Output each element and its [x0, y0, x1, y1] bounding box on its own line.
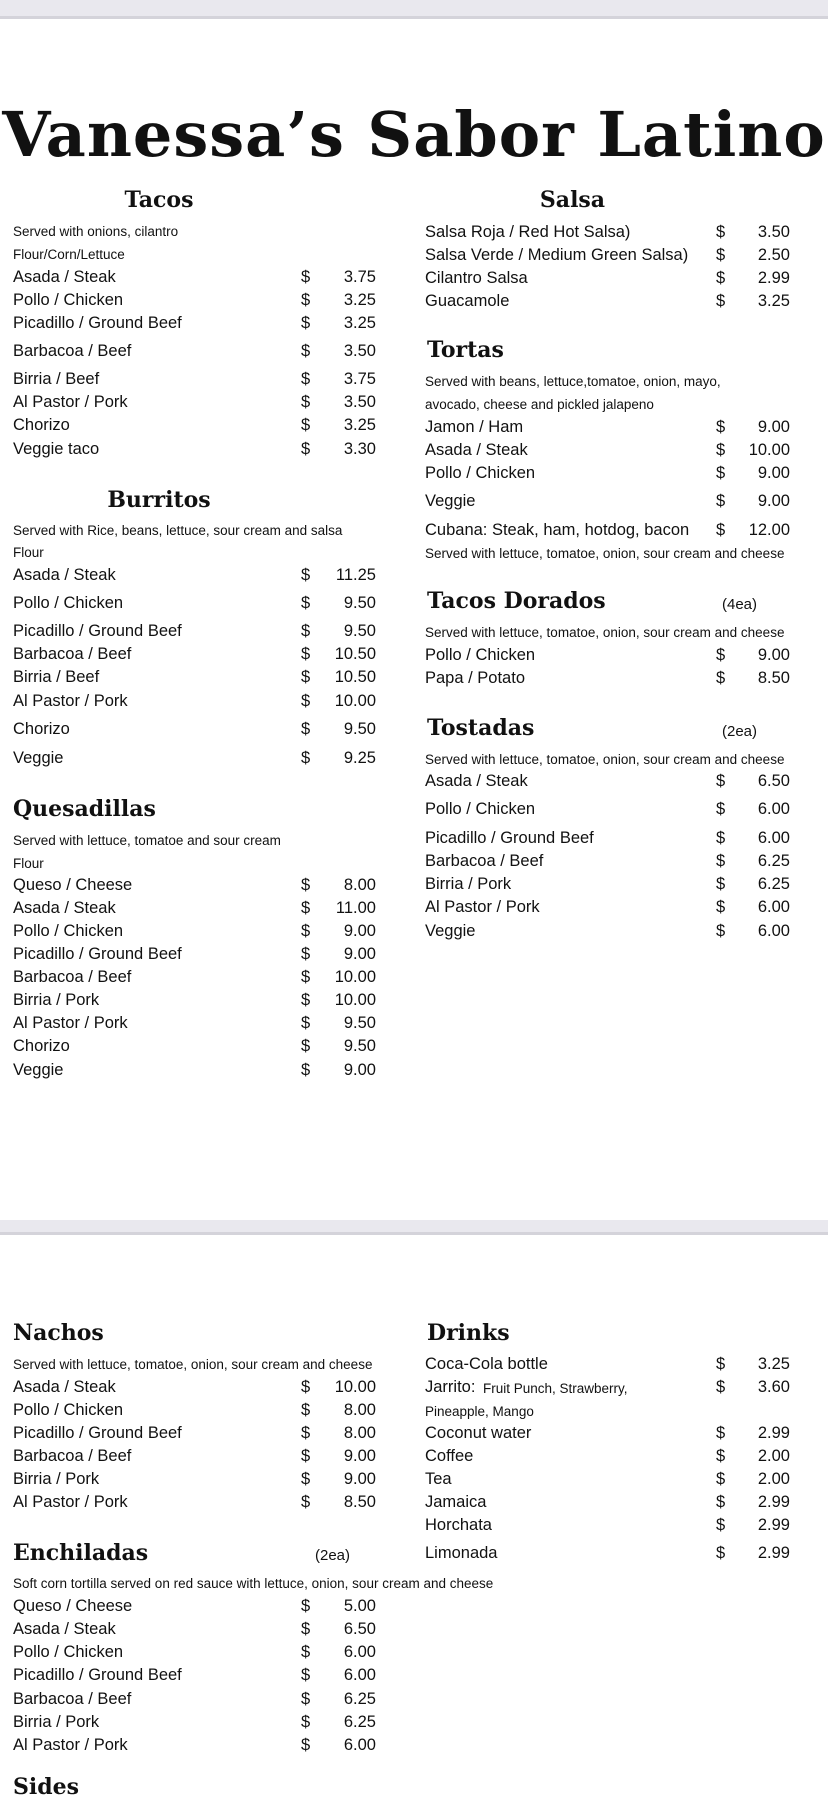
- currency-symbol: $: [301, 1690, 311, 1708]
- item-price: 8.00: [343, 1401, 376, 1419]
- item-price: 10.00: [334, 1378, 376, 1396]
- item-name: Cubana: Steak, ham, hotdog, bacon: [425, 521, 690, 539]
- item-name: Asada / Steak: [13, 899, 116, 917]
- item-price: 6.00: [343, 1736, 376, 1754]
- currency-symbol: $: [716, 418, 726, 436]
- currency-symbol: $: [301, 416, 311, 434]
- menu-item-row: [13, 1424, 376, 1446]
- item-name: Asada / Steak: [13, 566, 116, 584]
- item-name: Pollo / Chicken: [13, 922, 124, 940]
- page-edge-top: [0, 16, 828, 19]
- tortas-note-1: Served with beans, lettuce,tomatoe, onion, mayo,: [425, 374, 721, 389]
- item-name: Asada / Steak: [13, 1620, 116, 1638]
- item-price: 8.00: [343, 876, 376, 894]
- menu-item-row: [13, 594, 376, 616]
- currency-symbol: $: [301, 566, 311, 584]
- currency-symbol: $: [301, 1736, 311, 1754]
- menu-item-row: [13, 440, 376, 462]
- item-name: Veggie: [425, 492, 476, 510]
- tacos-heading: Tacos: [124, 187, 194, 213]
- item-name: Chorizo: [13, 720, 70, 738]
- menu-item-row: [425, 464, 790, 486]
- menu-item-row: [13, 749, 376, 771]
- tacos-dorados-note: Served with lettuce, tomatoe, onion, sour cream and cheese: [425, 625, 785, 640]
- item-price: 3.25: [343, 314, 376, 332]
- item-price: 9.00: [343, 922, 376, 940]
- currency-symbol: $: [301, 645, 311, 663]
- item-name: Salsa Verde / Medium Green Salsa): [425, 246, 689, 264]
- item-price: 3.75: [343, 370, 376, 388]
- item-name: Picadillo / Ground Beef: [13, 1666, 182, 1684]
- salsa-heading: Salsa: [539, 187, 606, 213]
- item-price: 9.00: [343, 1447, 376, 1465]
- item-name: Birria / Pork: [13, 1470, 100, 1488]
- enchiladas-note: Soft corn tortilla served on red sauce with lettuce, onion, sour cream and cheese: [13, 1576, 494, 1591]
- quesadillas-note-2: Flour: [13, 856, 44, 871]
- item-price: 5.00: [343, 1597, 376, 1615]
- tacos-dorados-heading: Tacos Dorados: [427, 588, 606, 614]
- menu-item-row: [13, 342, 376, 364]
- item-name: Veggie taco: [13, 440, 100, 458]
- item-price: 3.25: [343, 291, 376, 309]
- currency-symbol: $: [716, 1447, 726, 1465]
- currency-symbol: $: [301, 991, 311, 1009]
- menu-item-row: [425, 829, 790, 851]
- item-name: Birria / Beef: [13, 668, 100, 686]
- currency-symbol: $: [301, 594, 311, 612]
- menu-item-row: [13, 922, 376, 944]
- menu-item-row: [425, 1424, 790, 1446]
- currency-symbol: $: [716, 441, 726, 459]
- currency-symbol: $: [716, 800, 726, 818]
- item-name: Birria / Beef: [13, 370, 100, 388]
- item-price: 6.25: [757, 852, 790, 870]
- item-price: 6.25: [343, 1690, 376, 1708]
- page-edge-middle: [0, 1232, 828, 1235]
- currency-symbol: $: [716, 246, 726, 264]
- item-flavors: Fruit Punch, Strawberry,: [483, 1381, 628, 1396]
- menu-item-row: [425, 246, 790, 268]
- item-name: Barbacoa / Beef: [13, 342, 132, 360]
- currency-symbol: $: [716, 898, 726, 916]
- item-price: 2.00: [757, 1447, 790, 1465]
- currency-symbol: $: [716, 1355, 726, 1373]
- currency-symbol: $: [301, 1378, 311, 1396]
- item-name: Asada / Steak: [425, 441, 528, 459]
- item-name: Barbacoa / Beef: [13, 968, 132, 986]
- item-name: Asada / Steak: [425, 772, 528, 790]
- currency-symbol: $: [716, 492, 726, 510]
- item-price: 6.00: [757, 922, 790, 940]
- item-price: 6.00: [757, 800, 790, 818]
- menu-item-row: [425, 1355, 790, 1377]
- menu-item-row: [425, 269, 790, 291]
- item-price: 6.50: [343, 1620, 376, 1638]
- item-name: Pollo / Chicken: [425, 800, 536, 818]
- menu-item-row: [425, 800, 790, 822]
- item-name: Jamaica: [425, 1493, 487, 1511]
- currency-symbol: $: [716, 292, 726, 310]
- item-name: Jarrito:: [425, 1378, 476, 1396]
- item-name: Al Pastor / Pork: [13, 1014, 128, 1032]
- currency-symbol: $: [301, 720, 311, 738]
- currency-symbol: $: [716, 464, 726, 482]
- item-name: Pollo / Chicken: [13, 291, 124, 309]
- menu-item-row: [425, 1447, 790, 1469]
- menu-item-row: [13, 1470, 376, 1492]
- menu-item-row: [425, 223, 790, 245]
- currency-symbol: $: [716, 223, 726, 241]
- currency-symbol: $: [301, 968, 311, 986]
- currency-symbol: $: [716, 772, 726, 790]
- item-name: Al Pastor / Pork: [425, 898, 540, 916]
- sides-heading: Sides: [13, 1774, 80, 1800]
- currency-symbol: $: [716, 829, 726, 847]
- menu-item-row: [425, 875, 790, 897]
- currency-symbol: $: [301, 268, 311, 286]
- currency-symbol: $: [301, 749, 311, 767]
- item-price: 9.50: [343, 594, 376, 612]
- menu-item-row: [13, 566, 376, 588]
- item-name: Veggie: [425, 922, 476, 940]
- currency-symbol: $: [716, 521, 726, 539]
- currency-symbol: $: [301, 1620, 311, 1638]
- item-price: 3.50: [757, 223, 790, 241]
- menu-item-row: [425, 1544, 790, 1566]
- menu-item-row: [13, 1690, 376, 1712]
- item-name: Coconut water: [425, 1424, 532, 1442]
- item-name: Veggie: [13, 749, 64, 767]
- item-name: Veggie: [13, 1061, 64, 1079]
- item-price: 3.30: [343, 440, 376, 458]
- menu-item-row: [425, 292, 790, 314]
- tortas-heading: Tortas: [427, 337, 504, 363]
- item-price: 9.50: [343, 720, 376, 738]
- currency-symbol: $: [716, 1493, 726, 1511]
- menu-item-row: [425, 418, 790, 440]
- item-name: Pollo / Chicken: [13, 594, 124, 612]
- item-price: 9.00: [757, 646, 790, 664]
- menu-item-row: [425, 669, 790, 691]
- item-price: 9.00: [757, 492, 790, 510]
- item-name: Picadillo / Ground Beef: [13, 1424, 182, 1442]
- item-price: 8.50: [343, 1493, 376, 1511]
- menu-item-row: [13, 899, 376, 921]
- enchiladas-heading: Enchiladas: [13, 1540, 149, 1566]
- currency-symbol: $: [301, 622, 311, 640]
- menu-item-row: [425, 1493, 790, 1515]
- tacos-dorados-count: (4ea): [722, 596, 758, 613]
- menu-item-row: [425, 898, 790, 920]
- currency-symbol: $: [301, 692, 311, 710]
- menu-item-row: [13, 968, 376, 990]
- enchiladas-count: (2ea): [315, 1547, 351, 1564]
- item-price: 3.25: [757, 1355, 790, 1373]
- currency-symbol: $: [716, 1470, 726, 1488]
- item-name: Queso / Cheese: [13, 1597, 133, 1615]
- menu-item-row: [13, 291, 376, 313]
- currency-symbol: $: [716, 852, 726, 870]
- currency-symbol: $: [716, 1424, 726, 1442]
- item-price: 11.25: [335, 566, 376, 584]
- item-name: Birria / Pork: [425, 875, 512, 893]
- currency-symbol: $: [301, 922, 311, 940]
- menu-item-row: [13, 314, 376, 336]
- menu-item-row: [13, 1014, 376, 1036]
- item-name: Birria / Pork: [13, 1713, 100, 1731]
- menu-item-row: [13, 370, 376, 392]
- menu-item-row: [13, 1401, 376, 1423]
- item-name: Guacamole: [425, 292, 510, 310]
- item-price: 10.50: [334, 645, 376, 663]
- menu-item-row: [13, 1666, 376, 1688]
- item-price: 8.00: [343, 1424, 376, 1442]
- item-price: 9.50: [343, 622, 376, 640]
- menu-item-row: [425, 521, 790, 543]
- currency-symbol: $: [301, 1014, 311, 1032]
- item-price: 6.25: [343, 1713, 376, 1731]
- menu-item-row: [13, 1061, 376, 1083]
- currency-symbol: $: [716, 1516, 726, 1534]
- menu-item-row: [13, 991, 376, 1013]
- menu-item-row: [425, 1378, 790, 1400]
- currency-symbol: $: [716, 669, 726, 687]
- menu-item-row: [425, 1516, 790, 1538]
- currency-symbol: $: [716, 1378, 726, 1396]
- menu-item-row: [13, 1597, 376, 1619]
- currency-symbol: $: [716, 922, 726, 940]
- item-name: Limonada: [425, 1544, 498, 1562]
- menu-item-row: [13, 876, 376, 898]
- currency-symbol: $: [301, 1597, 311, 1615]
- item-name: Al Pastor / Pork: [13, 1736, 128, 1754]
- menu-item-row: [425, 852, 790, 874]
- item-price: 9.50: [343, 1037, 376, 1055]
- menu-item-row: [13, 1493, 376, 1515]
- item-name: Picadillo / Ground Beef: [13, 945, 182, 963]
- item-name: Pollo / Chicken: [13, 1401, 124, 1419]
- item-price: 3.25: [757, 292, 790, 310]
- item-price: 6.00: [757, 829, 790, 847]
- menu-item-row: [425, 492, 790, 514]
- menu-item-row: [13, 1447, 376, 1469]
- item-name: Barbacoa / Beef: [13, 1447, 132, 1465]
- currency-symbol: $: [301, 1666, 311, 1684]
- item-price: 10.00: [334, 692, 376, 710]
- burritos-heading: Burritos: [107, 487, 211, 513]
- item-price: 10.00: [334, 991, 376, 1009]
- item-price: 11.00: [335, 899, 376, 917]
- tostadas-heading: Tostadas: [427, 715, 535, 741]
- currency-symbol: $: [301, 668, 311, 686]
- currency-symbol: $: [301, 1447, 311, 1465]
- currency-symbol: $: [301, 314, 311, 332]
- item-price: 2.00: [757, 1470, 790, 1488]
- item-price: 3.60: [757, 1378, 790, 1396]
- tacos-note-1: Served with onions, cilantro: [13, 224, 179, 239]
- currency-symbol: $: [301, 1470, 311, 1488]
- menu-item-row: [13, 945, 376, 967]
- restaurant-title: Vanessa’s Sabor Latino: [2, 98, 826, 171]
- currency-symbol: $: [301, 1643, 311, 1661]
- tortas-note-2: avocado, cheese and pickled jalapeno: [425, 397, 654, 412]
- item-name: Al Pastor / Pork: [13, 393, 128, 411]
- item-price: 12.00: [748, 521, 790, 539]
- item-price: 9.00: [757, 464, 790, 482]
- item-price: 8.50: [757, 669, 790, 687]
- item-name: Pollo / Chicken: [425, 646, 536, 664]
- burritos-note-2: Flour: [13, 545, 44, 560]
- menu-item-row: [425, 1470, 790, 1492]
- item-price: 6.25: [757, 875, 790, 893]
- item-price: 10.50: [334, 668, 376, 686]
- currency-symbol: $: [716, 875, 726, 893]
- item-name: Pollo / Chicken: [13, 1643, 124, 1661]
- menu-item-row: [425, 646, 790, 668]
- item-name: Picadillo / Ground Beef: [425, 829, 594, 847]
- menu-item-row: [13, 1378, 376, 1400]
- nachos-heading: Nachos: [13, 1320, 104, 1346]
- tacos-note-2: Flour/Corn/Lettuce: [13, 247, 125, 262]
- item-price: 9.50: [343, 1014, 376, 1032]
- item-price: 2.99: [757, 1424, 790, 1442]
- tortas-footer-note: Served with lettuce, tomatoe, onion, sour cream and cheese: [425, 546, 785, 561]
- currency-symbol: $: [301, 291, 311, 309]
- currency-symbol: $: [301, 1424, 311, 1442]
- currency-symbol: $: [301, 1401, 311, 1419]
- item-price: 6.50: [757, 772, 790, 790]
- currency-symbol: $: [301, 440, 311, 458]
- menu-item-row: [13, 720, 376, 742]
- item-price: 2.99: [757, 1493, 790, 1511]
- item-price: 9.00: [343, 945, 376, 963]
- menu-item-row: [13, 1620, 376, 1642]
- menu-item-row: [13, 393, 376, 415]
- item-name: Horchata: [425, 1516, 492, 1534]
- item-name: Barbacoa / Beef: [13, 1690, 132, 1708]
- menu-item-row: [13, 1736, 376, 1758]
- item-name: Coffee: [425, 1447, 474, 1465]
- menu-item-row: [13, 668, 376, 690]
- currency-symbol: $: [301, 1037, 311, 1055]
- item-name: Tea: [425, 1470, 452, 1488]
- quesadillas-heading: Quesadillas: [13, 796, 156, 822]
- currency-symbol: $: [301, 876, 311, 894]
- item-price: 9.00: [343, 1470, 376, 1488]
- item-name: Chorizo: [13, 1037, 70, 1055]
- menu-item-row: [425, 441, 790, 463]
- jarrito-flavors-continued: Pineapple, Mango: [425, 1404, 534, 1419]
- menu-item-row: [13, 268, 376, 290]
- item-name: Coca-Cola bottle: [425, 1355, 548, 1373]
- item-price: 6.00: [757, 898, 790, 916]
- menu-item-row: [13, 1643, 376, 1665]
- item-price: 9.25: [343, 749, 376, 767]
- item-name: Jamon / Ham: [425, 418, 524, 436]
- menu-item-row: [425, 772, 790, 794]
- currency-symbol: $: [301, 1493, 311, 1511]
- tostadas-count: (2ea): [722, 723, 758, 740]
- menu-item-row: [13, 645, 376, 667]
- item-name: Birria / Pork: [13, 991, 100, 1009]
- menu-item-row: [13, 1037, 376, 1059]
- currency-symbol: $: [301, 370, 311, 388]
- menu-item-row: [13, 416, 376, 438]
- nachos-note: Served with lettuce, tomatoe, onion, sour cream and cheese: [13, 1357, 373, 1372]
- currency-symbol: $: [301, 393, 311, 411]
- item-price: 2.99: [757, 269, 790, 287]
- currency-symbol: $: [716, 646, 726, 664]
- drinks-heading: Drinks: [427, 1320, 510, 1346]
- tostadas-note: Served with lettuce, tomatoe, onion, sour cream and cheese: [425, 752, 785, 767]
- menu-item-row: [13, 1713, 376, 1735]
- quesadillas-note-1: Served with lettuce, tomatoe and sour cream: [13, 833, 281, 848]
- item-name: Picadillo / Ground Beef: [13, 314, 182, 332]
- burritos-note-1: Served with Rice, beans, lettuce, sour cream and salsa: [13, 523, 343, 538]
- item-price: 6.00: [343, 1666, 376, 1684]
- item-price: 3.50: [343, 393, 376, 411]
- currency-symbol: $: [301, 1061, 311, 1079]
- item-name: Cilantro Salsa: [425, 269, 528, 287]
- item-price: 3.75: [343, 268, 376, 286]
- item-name: Asada / Steak: [13, 1378, 116, 1396]
- item-name: Al Pastor / Pork: [13, 692, 128, 710]
- item-price: 2.50: [757, 246, 790, 264]
- currency-symbol: $: [301, 899, 311, 917]
- item-name: Papa / Potato: [425, 669, 525, 687]
- currency-symbol: $: [716, 1544, 726, 1562]
- item-name: Salsa Roja / Red Hot Salsa): [425, 223, 631, 241]
- item-name: Picadillo / Ground Beef: [13, 622, 182, 640]
- menu-item-row: [13, 622, 376, 644]
- item-price: 3.50: [343, 342, 376, 360]
- item-price: 6.00: [343, 1643, 376, 1661]
- item-name: Chorizo: [13, 416, 70, 434]
- item-name: Al Pastor / Pork: [13, 1493, 128, 1511]
- menu-item-row: [425, 922, 790, 944]
- item-name: Barbacoa / Beef: [13, 645, 132, 663]
- currency-symbol: $: [301, 945, 311, 963]
- currency-symbol: $: [301, 342, 311, 360]
- item-name: Asada / Steak: [13, 268, 116, 286]
- item-name: Queso / Cheese: [13, 876, 133, 894]
- item-price: 2.99: [757, 1516, 790, 1534]
- item-price: 10.00: [748, 441, 790, 459]
- page-gap-top: [0, 0, 828, 16]
- item-price: 9.00: [343, 1061, 376, 1079]
- item-price: 10.00: [334, 968, 376, 986]
- menu-item-row: [13, 692, 376, 714]
- currency-symbol: $: [716, 269, 726, 287]
- item-name: Barbacoa / Beef: [425, 852, 544, 870]
- item-name: Pollo / Chicken: [425, 464, 536, 482]
- item-price: 3.25: [343, 416, 376, 434]
- page-gap-middle: [0, 1220, 828, 1232]
- item-price: 9.00: [757, 418, 790, 436]
- item-price: 2.99: [757, 1544, 790, 1562]
- currency-symbol: $: [301, 1713, 311, 1731]
